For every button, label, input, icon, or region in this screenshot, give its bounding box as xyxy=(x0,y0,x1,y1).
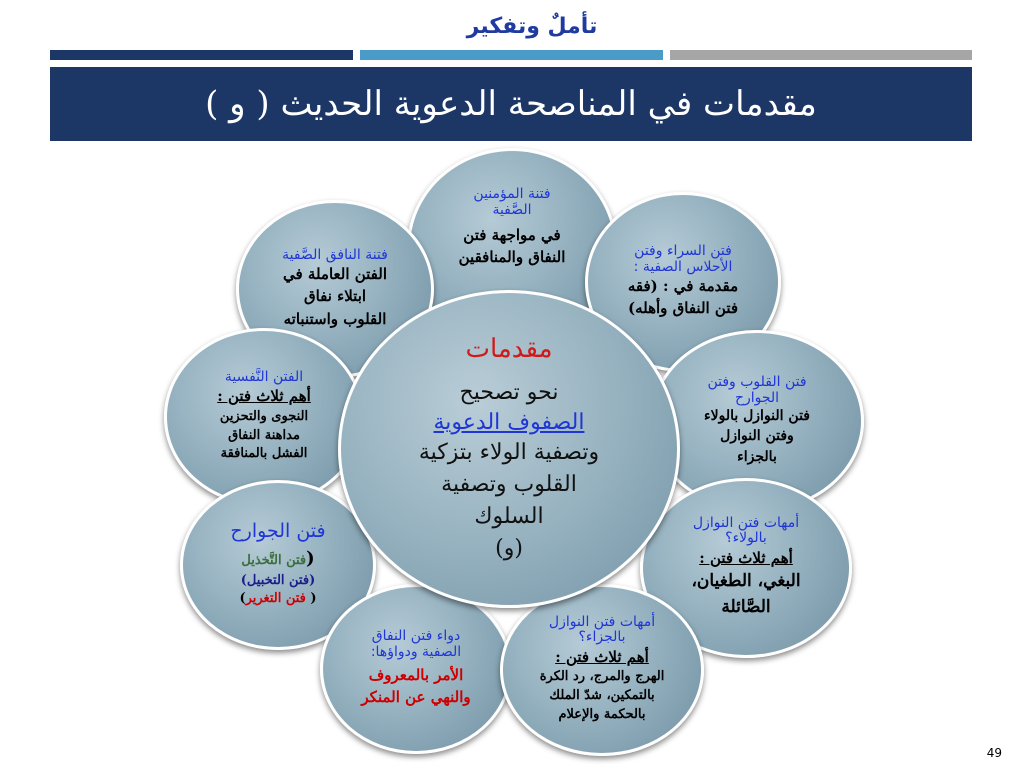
circle-right-body-3: بالجزاء xyxy=(737,448,777,465)
circle-bottom-center-left-body-2: والنهي عن المنكر xyxy=(361,688,471,707)
circle-bottom-center-right-item-3: بالحكمة والإعلام xyxy=(558,707,646,723)
circle-top-body: في مواجهة فتن xyxy=(463,225,561,244)
center-line: نحو تصحيح xyxy=(459,379,559,405)
circle-bottom-left-item xyxy=(241,546,314,572)
circle-right-body-2: وفتن النوازل xyxy=(720,428,794,445)
open-paren: ( xyxy=(306,547,315,569)
circle-bottom-center-right-item-2: بالتمكين، شدّ الملك xyxy=(549,688,655,704)
circle-bottom-center-left xyxy=(320,584,512,754)
circle-top-right-heading-2: الأحلاس الصفية : xyxy=(633,258,733,275)
circle-bottom-center-right xyxy=(500,584,704,756)
decor-bars xyxy=(50,50,972,60)
circle-top-right-body: مقدمة في : (فقه xyxy=(627,276,739,295)
circle-bottom-center-left-heading: دواء فتن النفاق xyxy=(371,628,461,645)
circle-left-heading: الفتن النَّفسية xyxy=(224,368,304,385)
circle-bottom-left-heading: فتن الجوارح xyxy=(230,519,326,542)
center-line-3: القلوب وتصفية xyxy=(441,472,577,498)
circle-top-left-body: الفتن العاملة في xyxy=(283,264,387,283)
circle-bottom-left-item-3 xyxy=(239,590,316,609)
circle-top-right-body-2: فتن النفاق وأهله) xyxy=(627,299,739,318)
circle-top-left-body-2: ابتلاء نفاق xyxy=(303,287,367,306)
circle-bottom-center-right-heading-2: بالجزاء؟ xyxy=(578,629,626,646)
center-marker: (و) xyxy=(495,536,523,562)
bottom-left-item-3: فتن التغرير xyxy=(245,591,306,607)
circle-bottom-left-item-2: (فتن التخبيل) xyxy=(240,572,316,588)
circle-left-item-2: مداهنة النفاق xyxy=(228,427,300,443)
circle-left-item: النجوى والتحزين xyxy=(219,408,309,424)
center-circle xyxy=(338,290,680,608)
circle-top-heading: فتنة المؤمنين xyxy=(473,186,551,203)
circle-right-body: فتن النوازل بالولاء xyxy=(704,407,810,424)
circle-top-right-heading: فتن السراء وفتن xyxy=(634,243,732,260)
circle-bottom-right-body-2: الصَّائلة xyxy=(721,596,771,617)
circle-left xyxy=(164,328,364,506)
circle-right-heading-2: الجوارح xyxy=(734,389,780,406)
circle-top-heading-2: الصَّفية xyxy=(492,201,532,218)
circle-bottom-right-body: البغي، الطغيان، xyxy=(691,571,801,592)
circle-top-left-body-3: القلوب واستنباته xyxy=(283,309,387,328)
circle-bottom-right-heading: أمهات فتن النوازل xyxy=(692,514,800,531)
circle-top-left-heading: فتنة النافق الصَّفية xyxy=(282,246,388,263)
circle-top-body-2: النفاق والمنافقين xyxy=(458,248,566,267)
title-banner xyxy=(50,67,972,141)
circle-bottom-center-left-heading-2: الصفية ودواؤها: xyxy=(370,643,462,660)
circle-bottom-center-right-body-title: أهم ثلاث فتن : xyxy=(555,647,649,666)
center-title: مقدمات xyxy=(465,334,553,365)
center-line-2: وتصفية الولاء بتزكية xyxy=(418,440,600,466)
decor-bar-gray xyxy=(670,50,972,60)
bottom-left-item-1: فتن التَّخذيل xyxy=(241,552,307,568)
circle-bottom-right-body-title: أهم ثلاث فتن : xyxy=(699,548,793,567)
circle-bottom-center-right-heading: أمهات فتن النوازل xyxy=(548,614,656,631)
circle-left-item-3: الفشل بالمنافقة xyxy=(220,446,308,462)
center-highlight: الصفوف الدعوية xyxy=(433,409,585,435)
slide-title: مقدمات في المناصحة الدعوية الحديث ( و ) xyxy=(205,84,817,124)
circle-bottom-right-heading-2: بالولاء؟ xyxy=(725,530,767,547)
page-number: 49 xyxy=(986,746,1002,760)
decor-bar-navy xyxy=(50,50,353,60)
item3-close-paren: ) xyxy=(239,591,246,607)
circle-left-body-title: أهم ثلاث فتن : xyxy=(217,387,311,406)
center-line-4: السلوك xyxy=(474,504,544,530)
circle-bottom-center-left-body: الأمر بالمعروف xyxy=(368,665,464,684)
circle-bottom-center-right-item: الهرج والمرج، رد الكرة xyxy=(539,669,665,685)
decor-bar-blue xyxy=(360,50,663,60)
slide-subtitle: تأملٌ وتفكير xyxy=(466,14,598,39)
circle-right-heading: فتن القلوب وفتن xyxy=(707,374,807,391)
item3-open-paren: ( xyxy=(310,591,317,607)
